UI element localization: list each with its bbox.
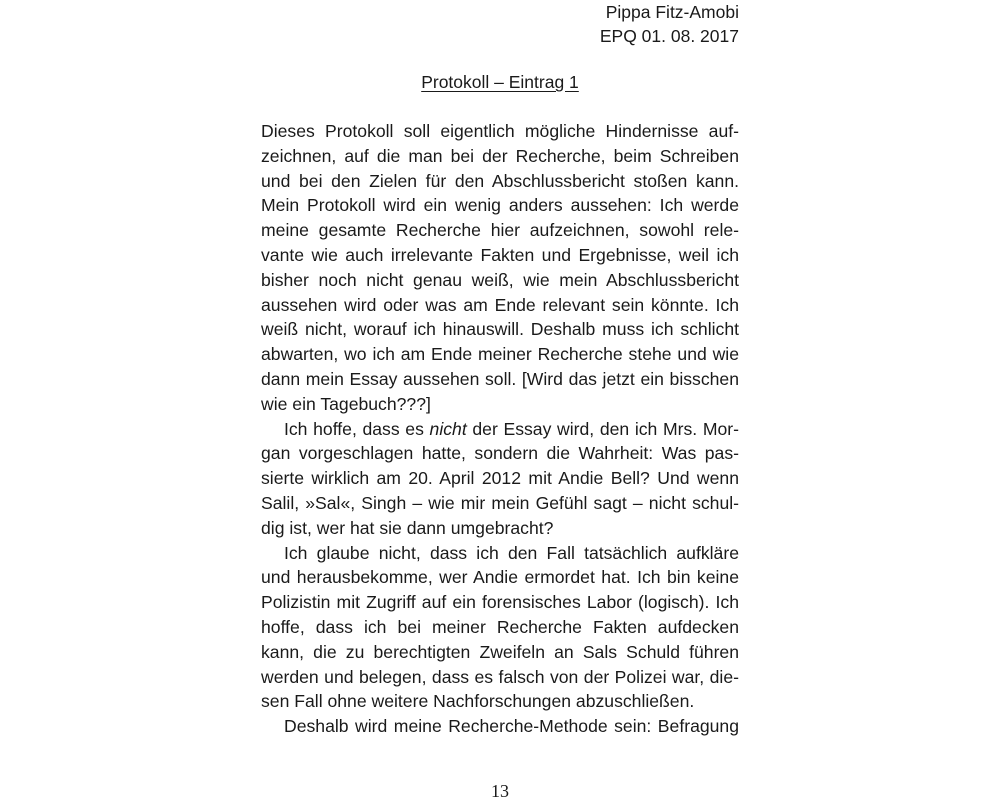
entry-title: Protokoll – Eintrag 1 (421, 72, 579, 92)
text-line: vante wie auch irrelevante Fakten und Ergebnisse, weil ich (261, 244, 739, 265)
paragraph (261, 417, 739, 541)
text-line: gan vorgeschlagen hatte, sondern die Wahrheit: Was pas- (261, 443, 739, 464)
text-line: Mein Protokoll wird ein wenig anders aussehen: Ich werde (261, 195, 739, 216)
text-line: abwarten, wo ich am Ende meiner Recherche stehe und wie (261, 344, 739, 365)
text-line: wie ein Tagebuch???] (261, 393, 431, 414)
text-line: Salil, »Sal«, Singh – wie mir mein Gefühl sagt – nicht schul- (261, 492, 739, 513)
text-line: weiß nicht, worauf ich hinauswill. Deshalb muss ich schlicht (261, 319, 739, 340)
text-line: bisher noch nicht genau weiß, wie mein Abschlussbericht (261, 269, 739, 290)
text-line: Deshalb wird meine Recherche-Methode sein: Befragung (284, 716, 739, 737)
paragraph (261, 714, 739, 739)
text-line: meine gesamte Recherche hier aufzeichnen, sowohl rele- (261, 220, 739, 241)
text-line: Polizistin mit Zugriff auf ein forensisches Labor (logisch). Ich (261, 592, 739, 613)
paragraph (261, 119, 739, 417)
text-line: dig ist, wer hat sie dann umgebracht? (261, 517, 554, 538)
text-line: sen Fall ohne weitere Nachforschungen abzuschließen. (261, 691, 695, 712)
text-line: zeichnen, auf die man bei der Recherche, beim Schreiben (261, 145, 739, 166)
text-segment: Ich hoffe, dass es (284, 418, 430, 439)
text-line: kann, die zu berechtigten Zweifeln an Sals Schuld führen (261, 641, 739, 662)
text-line: Ich glaube nicht, dass ich den Fall tatsächlich aufkläre (284, 542, 739, 563)
text-line: und bei den Zielen für den Abschlussbericht stoßen kann. (261, 170, 739, 191)
subject-date: EPQ 01. 08. 2017 (599, 26, 739, 46)
text-line: werden und belegen, dass es falsch von der Polizei war, die- (261, 666, 739, 687)
text-line: und herausbekomme, wer Andie ermordet hat. Ich bin keine (261, 567, 739, 588)
text-line: dann mein Essay aussehen soll. [Wird das jetzt ein bisschen (261, 368, 739, 389)
text-segment: der Essay wird, den ich Mrs. Mor- (466, 418, 740, 439)
paragraph (261, 541, 739, 715)
text-line (261, 417, 739, 442)
emphasized-word: nicht (429, 418, 467, 439)
body-text (261, 119, 739, 739)
text-line: aussehen wird oder was am Ende relevant sein könnte. Ich (261, 294, 739, 315)
text-line: hoffe, dass ich bei meiner Recherche Fakten aufdecken (261, 616, 739, 637)
page-header (600, 0, 739, 48)
author-name: Pippa Fitz-Amobi (605, 2, 739, 22)
page-number: 13 (491, 781, 509, 801)
text-line: sierte wirklich am 20. April 2012 mit Andie Bell? Und wenn (261, 468, 739, 489)
text-line: Dieses Protokoll soll eigentlich mögliche Hindernisse auf- (261, 121, 739, 141)
